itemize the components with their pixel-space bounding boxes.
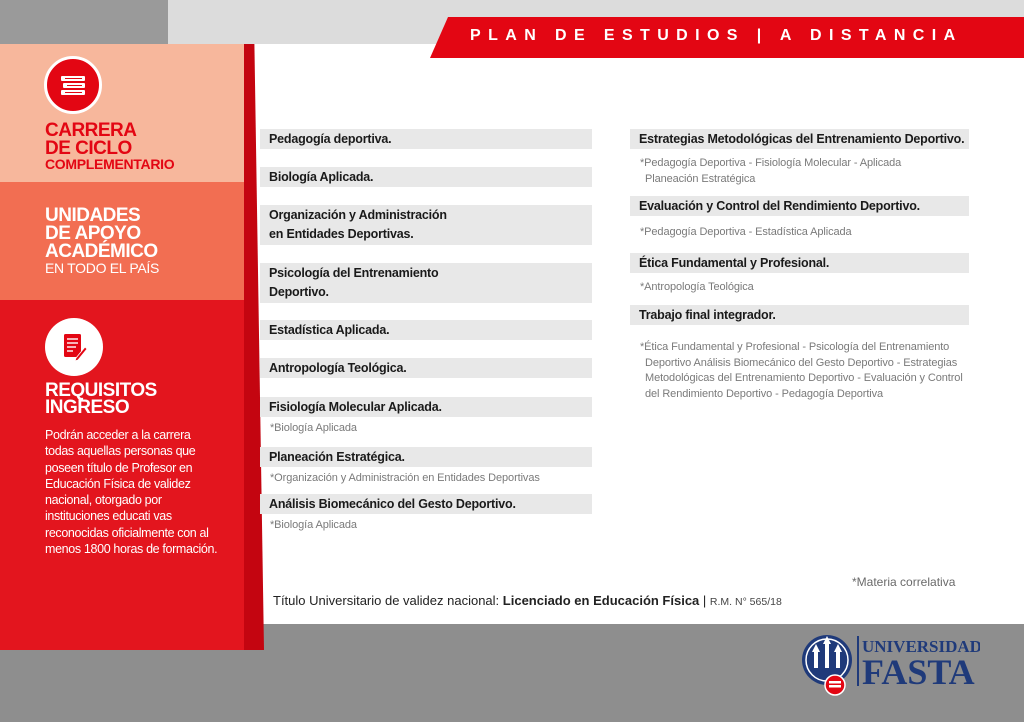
carrera-heading: CARRERA DE CICLO COMPLEMENTARIO bbox=[45, 120, 175, 172]
subject-fisiologia: Fisiología Molecular Aplicada. bbox=[260, 397, 592, 417]
subject-evaluacion: Evaluación y Control del Rendimiento Deportivo. bbox=[630, 196, 969, 216]
universidad-fasta-logo bbox=[800, 630, 980, 700]
correlativa-note: *Organización y Administración en Entidades Deportivas bbox=[270, 472, 540, 484]
correlativa-note: *Pedagogía Deportiva - Estadística Aplicada bbox=[640, 226, 852, 238]
correlativa-note: *Biología Aplicada bbox=[270, 422, 357, 434]
header-title: PLAN DE ESTUDIOS | A DISTANCIA bbox=[470, 27, 963, 44]
correlativa-note: *Ética Fundamental y Profesional - Psicología del Entrenamiento Deportivo Análisis Biomecánico del Gesto Deportivo - Estrategias Metodológicas del Entrenamiento Deportivo - Evaluación y Control del Rendimiento Deportivo - Pedagogía Deportiva bbox=[640, 341, 963, 400]
logo-line1: UNIVERSIDAD bbox=[862, 637, 980, 656]
correlativa-note: *Pedagogía Deportiva - Fisiología Molecular - Aplicada Planeación Estratégica bbox=[640, 157, 902, 185]
correlativa-note: *Antropología Teológica bbox=[640, 281, 754, 293]
subject-estrategias: Estrategias Metodológicas del Entrenamiento Deportivo. bbox=[630, 129, 969, 149]
subject-etica: Ética Fundamental y Profesional. bbox=[630, 253, 969, 273]
subject-planeacion: Planeación Estratégica. bbox=[260, 447, 592, 467]
footnote-correlativa: *Materia correlativa bbox=[852, 575, 956, 589]
requisitos-text: Podrán acceder a la carrera todas aquellas personas que poseen título de Profesor en Educación Física de validez nacional, otorgado por instituciones educati vas reconocidas oficialmente con al menos 1800 horas de formación. bbox=[45, 428, 218, 557]
logo-line2: FASTA bbox=[862, 652, 975, 692]
unidades-heading: UNIDADES DE APOYO ACADÉMICO EN TODO EL PAÍS bbox=[45, 205, 160, 276]
subject-organizacion: Organización y Administración en Entidades Deportivas. bbox=[260, 205, 592, 245]
subject-pedagogia: Pedagogía deportiva. bbox=[260, 129, 592, 149]
degree-title: Título Universitario de validez nacional: Licenciado en Educación Física | R.M. N° 565/18 bbox=[273, 593, 782, 608]
books-icon bbox=[44, 56, 102, 114]
top-band-dark bbox=[0, 0, 168, 44]
subject-analisis: Análisis Biomecánico del Gesto Deportivo. bbox=[260, 494, 592, 514]
subject-psicologia: Psicología del Entrenamiento Deportivo. bbox=[260, 263, 592, 303]
subject-estadistica: Estadística Aplicada. bbox=[260, 320, 592, 340]
correlativa-note: *Biología Aplicada bbox=[270, 519, 357, 531]
subject-trabajo-final: Trabajo final integrador. bbox=[630, 305, 969, 325]
requisitos-heading: REQUISITOS INGRESO bbox=[45, 380, 157, 418]
subject-antropologia: Antropología Teológica. bbox=[260, 358, 592, 378]
subject-biologia: Biología Aplicada. bbox=[260, 167, 592, 187]
document-pencil-icon bbox=[45, 318, 103, 376]
